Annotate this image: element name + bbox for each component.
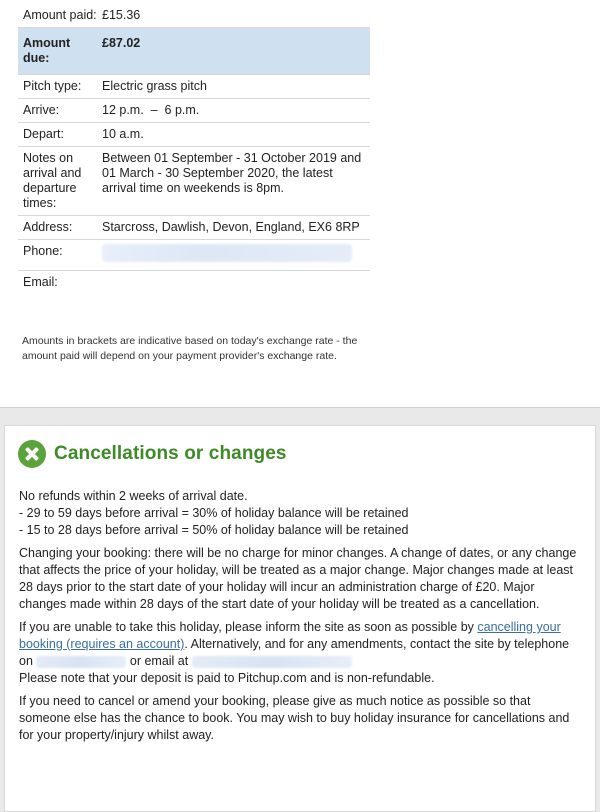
cancellations-title: Cancellations or changes [54,443,287,464]
arrive-value: 12 p.m. – 6 p.m. [102,99,370,123]
amount-paid-value: £15.36 [102,8,141,22]
address-label: Address: [18,216,102,240]
row-pitch-type [18,75,370,99]
deposit-note: Please note that your deposit is paid to Pitchup.com and is non-refundable. [19,671,435,685]
unable-text-start: If you are unable to take this holiday, please inform the site as soon as possible by [19,620,478,634]
refund-line-3: - 15 to 28 days before arrival = 50% of holiday balance will be retained [19,523,409,537]
unable-to-attend-text [19,619,585,687]
row-amount-paid [18,0,370,28]
notes-value: Between 01 September - 31 October 2019 and 01 March - 30 September 2020, the latest arrival time on weekends is 8pm. [102,147,370,216]
cancel-x-icon [18,440,46,468]
amount-due-value: £87.02 [102,28,370,75]
amount-paid-label: Amount paid: [23,8,97,22]
refund-line-1: No refunds within 2 weeks of arrival date. [19,489,248,503]
pitch-type-label: Pitch type: [18,75,102,99]
arrive-label: Arrive: [18,99,102,123]
phone-value [102,240,370,271]
email-label: Email: [18,271,102,297]
email-redacted [192,656,352,668]
cancellations-header [18,440,287,468]
unable-text-mid: . Alternatively, and for any amendments, contact the site by telephone on [19,637,570,668]
cancellations-card [4,425,596,812]
amount-due-label: Amount due: [18,28,102,75]
telephone-redacted [36,656,126,668]
phone-label: Phone: [18,240,102,271]
booking-details-table [18,0,370,297]
address-value: Starcross, Dawlish, Devon, England, EX6 8RP [102,216,370,240]
pitch-type-value: Electric grass pitch [102,75,370,99]
refund-line-2: - 29 to 59 days before arrival = 30% of holiday balance will be retained [19,506,409,520]
phone-redacted [102,244,352,262]
refund-policy [19,488,585,539]
row-depart [18,123,370,147]
exchange-rate-note: Amounts in brackets are indicative based on today's exchange rate - the amount paid will depend on your payment provider's exchange rate. [22,335,358,362]
row-arrive [18,99,370,123]
unable-text-or: or email at [126,654,192,668]
changing-booking-text: Changing your booking: there will be no charge for minor changes. A change of dates, or any change that affects the price of your holiday, will be treated as a major change. Major changes made at least 28 days prior to the start date of your holiday will incur an administration charge of £20. Major changes made within 28 days of the start date of your holiday will be treated as a cancellation. [19,546,577,611]
cancellations-content [19,488,585,750]
row-address [18,216,370,240]
row-notes [18,147,370,216]
row-phone [18,240,370,271]
cancel-booking-link[interactable]: cancelling your booking (requires an account) [19,620,561,651]
depart-label: Depart: [18,123,102,147]
notes-label: Notes on arrival and departure times: [18,147,102,216]
notice-text: If you need to cancel or amend your booking, please give as much notice as possible so that someone else has the chance to book. You may wish to buy holiday insurance for cancellations and for your property/injury whilst away. [19,694,570,742]
row-email [18,271,370,297]
depart-value: 10 a.m. [102,123,370,147]
row-amount-due [18,28,370,75]
email-value [102,271,370,297]
